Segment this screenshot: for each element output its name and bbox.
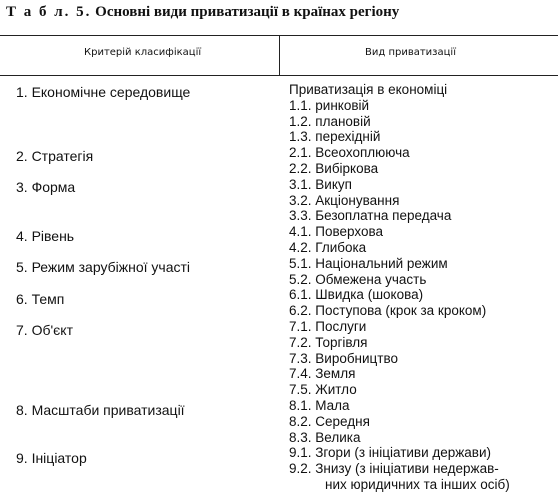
continuation-text: них юридичних та інших осіб) (325, 476, 510, 492)
list-item: 7.3. Виробництво (289, 350, 399, 366)
criterion-strategy: 2. Стратегія (16, 148, 94, 164)
types-heading: Приватизація в економіці (289, 82, 448, 97)
criterion-scale: 8. Масштаби приватизації (16, 402, 185, 418)
list-item: 4.1. Поверхова (289, 224, 383, 240)
criterion-level: 4. Рівень (16, 228, 75, 244)
list-item: 4.2. Глибока (289, 239, 367, 255)
criterion-foreign-participation: 5. Режим зарубіжної участі (16, 259, 191, 275)
list-item: 9.2. Знизу (з ініціативи недержав- (289, 461, 499, 477)
list-item: 5.2. Обмежена участь (289, 271, 427, 287)
criterion-pace: 6. Темп (16, 291, 65, 307)
list-item: 3.3. Безоплатна передача (289, 208, 452, 224)
header-divider (279, 36, 280, 75)
privatization-types-list (289, 82, 555, 493)
header-criteria: Критерій класифікації (84, 47, 202, 58)
criterion-initiator: 9. Ініціатор (16, 450, 87, 466)
header-types: Вид приватизації (365, 47, 456, 58)
list-item: 2.2. Вибіркова (289, 160, 379, 176)
list-item: 7.2. Торгівля (289, 334, 368, 350)
list-item: 9.1. Згори (з ініціативи держави) (289, 445, 492, 461)
list-item-continuation (289, 477, 555, 493)
table-caption (6, 4, 399, 21)
list-item: 5.1. Національний режим (289, 255, 448, 271)
criterion-form: 3. Форма (16, 179, 76, 195)
list-item: 8.2. Середня (289, 413, 370, 429)
list-item: 3.1. Викуп (289, 176, 352, 192)
list-item: 3.2. Акціонування (289, 192, 400, 208)
list-item: 1.2. плановій (289, 113, 371, 129)
list-item: 7.1. Послуги (289, 318, 367, 334)
table-title: Основні види приватизації в країнах регіону (95, 4, 400, 20)
criterion-object: 7. Об'єкт (16, 322, 73, 338)
criterion-economic-environment: 1. Економічне середовище (16, 84, 191, 100)
list-item: 7.4. Земля (289, 366, 356, 382)
list-item: 6.2. Поступова (крок за кроком) (289, 303, 487, 319)
list-item: 6.1. Швидка (шокова) (289, 287, 424, 303)
list-item: 7.5. Житло (289, 382, 357, 398)
list-item: 1.1. ринковій (289, 97, 370, 113)
list-item: 2.1. Всеохоплююча (289, 145, 410, 161)
table-number: Т а б л. 5. (6, 4, 92, 20)
list-item: 8.1. Мала (289, 397, 350, 413)
header-bottom-rule (0, 75, 558, 76)
list-item: 8.3. Велика (289, 429, 361, 445)
list-item: 1.3. перехідній (289, 129, 381, 145)
